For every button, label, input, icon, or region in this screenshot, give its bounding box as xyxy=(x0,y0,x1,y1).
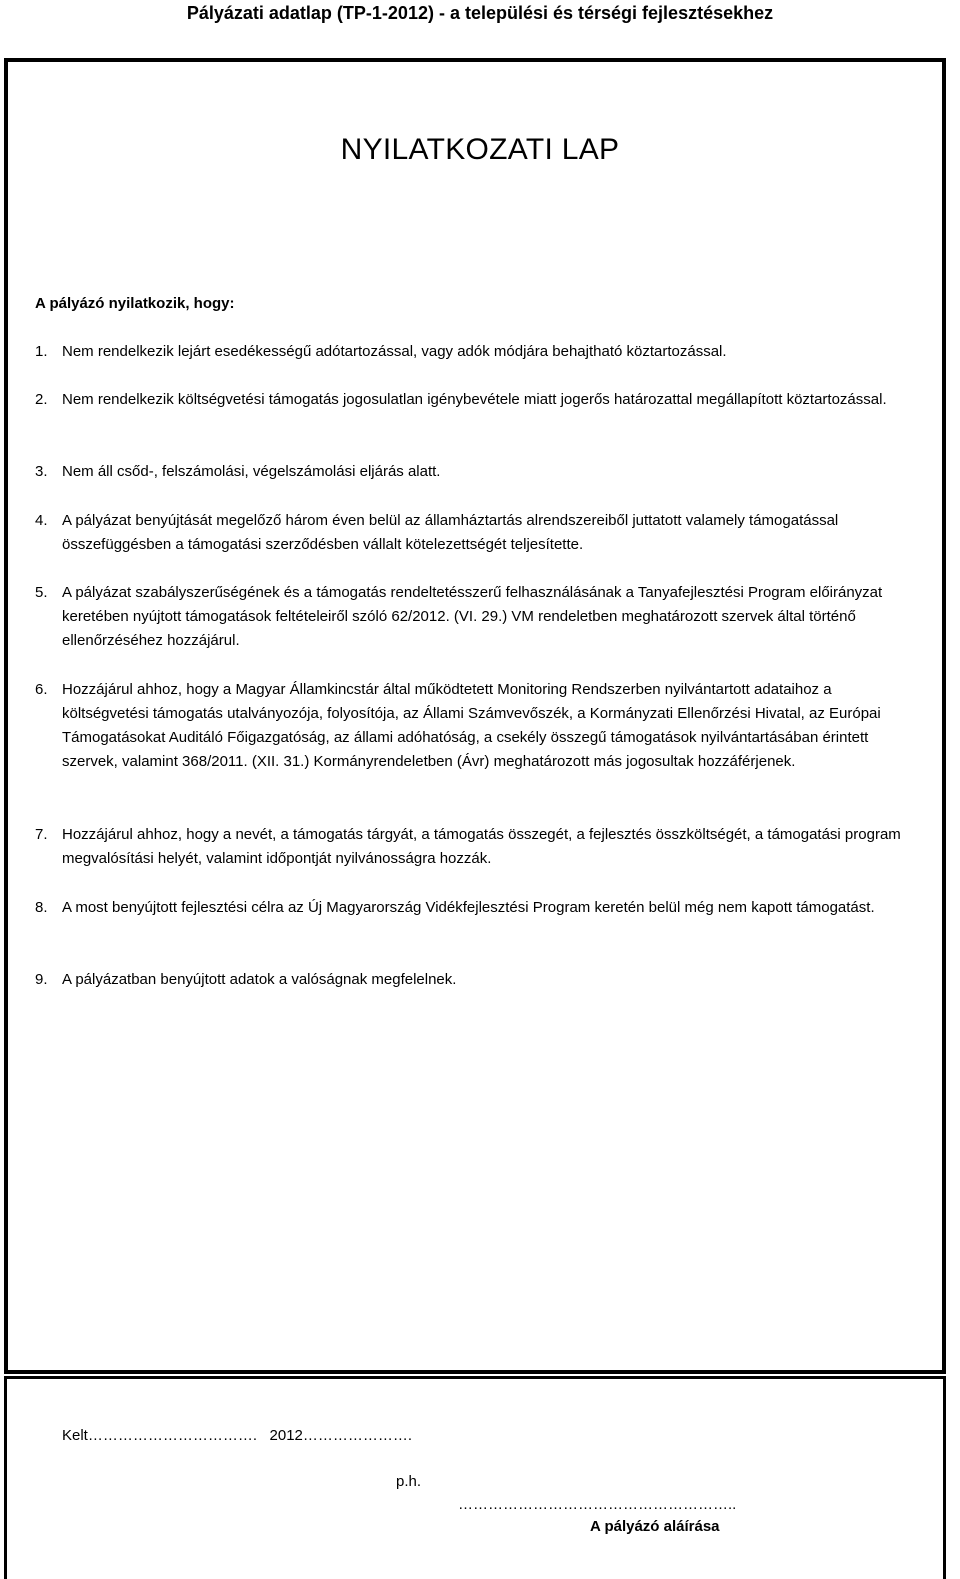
item-text: A most benyújtott fejlesztési célra az Új Magyarország Vidékfejlesztési Program keretén belül még nem kapott támogatást. xyxy=(62,899,875,916)
item-number: 5. xyxy=(35,584,48,601)
list-item xyxy=(35,509,915,557)
page-header-title: Pályázati adatlap (TP-1-2012) - a települési és térségi fejlesztésekhez xyxy=(186,3,774,23)
item-number: 8. xyxy=(35,899,48,916)
signature-label: A pályázó aláírása xyxy=(590,1518,720,1535)
item-number: 4. xyxy=(35,512,48,529)
item-number: 2. xyxy=(35,391,48,408)
item-text: Hozzájárul ahhoz, hogy a Magyar Államkincstár által működtetett Monitoring Rendszerben nyilvántartott adataihoz a költségvetési támogatás utalványozója, folyosítója, az Állami Számvevőszék, a Kormányzati Ellenőrzési Hivatal, az Európai Támogatásokat Auditáló Főigazgatóság, az állami adóhatóság, a csekély összegű támogatások nyilvántartásában érintett szervek, valamint 368/2011. (XII. 31.) Kormányrendeletben (Ávr) meghatározott más jogosultak hozzáférjenek. xyxy=(62,681,881,770)
document-title: NYILATKOZATI LAP xyxy=(340,133,620,166)
item-text: Nem rendelkezik lejárt esedékességű adótartozással, vagy adók módjára behajtható köztartozással. xyxy=(62,343,727,360)
item-text: Hozzájárul ahhoz, hogy a nevét, a támogatás tárgyát, a támogatás összegét, a fejlesztés összköltségét, a támogatási program megvalósítási helyét, valamint időpontját nyilvánosságra hozzák. xyxy=(62,826,901,867)
item-text: A pályázatban benyújtott adatok a valóságnak megfelelnek. xyxy=(62,971,457,988)
list-item xyxy=(35,896,915,920)
list-item xyxy=(35,678,915,774)
list-item xyxy=(35,340,915,364)
stamp-label: p.h. xyxy=(396,1473,422,1490)
signature-line: ……………………………………………….. xyxy=(458,1496,737,1513)
intro-text: A pályázó nyilatkozik, hogy: xyxy=(35,295,235,312)
item-text: Nem rendelkezik költségvetési támogatás jogosulatlan igénybevétele miatt jogerős határozattal megállapított köztartozással. xyxy=(62,391,887,408)
list-item xyxy=(35,460,915,484)
signature-frame xyxy=(4,1376,946,1579)
list-item xyxy=(35,968,915,992)
item-text: A pályázat benyújtását megelőző három éven belül az államháztartás alrendszereiből juttatott valamely támogatással összefüggésben a támogatási szerződésben vállalt kötelezettségét teljesítette. xyxy=(62,512,839,553)
item-number: 6. xyxy=(35,681,48,698)
item-number: 9. xyxy=(35,971,48,988)
list-item xyxy=(35,823,915,871)
item-text: Nem áll csőd-, felszámolási, végelszámolási eljárás alatt. xyxy=(62,463,441,480)
item-number: 3. xyxy=(35,463,48,480)
list-item xyxy=(35,581,915,653)
item-number: 1. xyxy=(35,343,48,360)
list-item xyxy=(35,388,915,412)
item-text: A pályázat szabályszerűségének és a támogatás rendeltetésszerű felhasználásának a Tanyafejlesztési Program előirányzat keretében nyújtott támogatások feltételeiről szóló 62/2012. (VI. 29.) VM rendeletben meghatározott szervek által történő ellenőrzéséhez hozzájárul. xyxy=(62,584,883,649)
item-number: 7. xyxy=(35,826,48,843)
place-date-line: Kelt……………………………. 2012…………………. xyxy=(62,1427,413,1444)
